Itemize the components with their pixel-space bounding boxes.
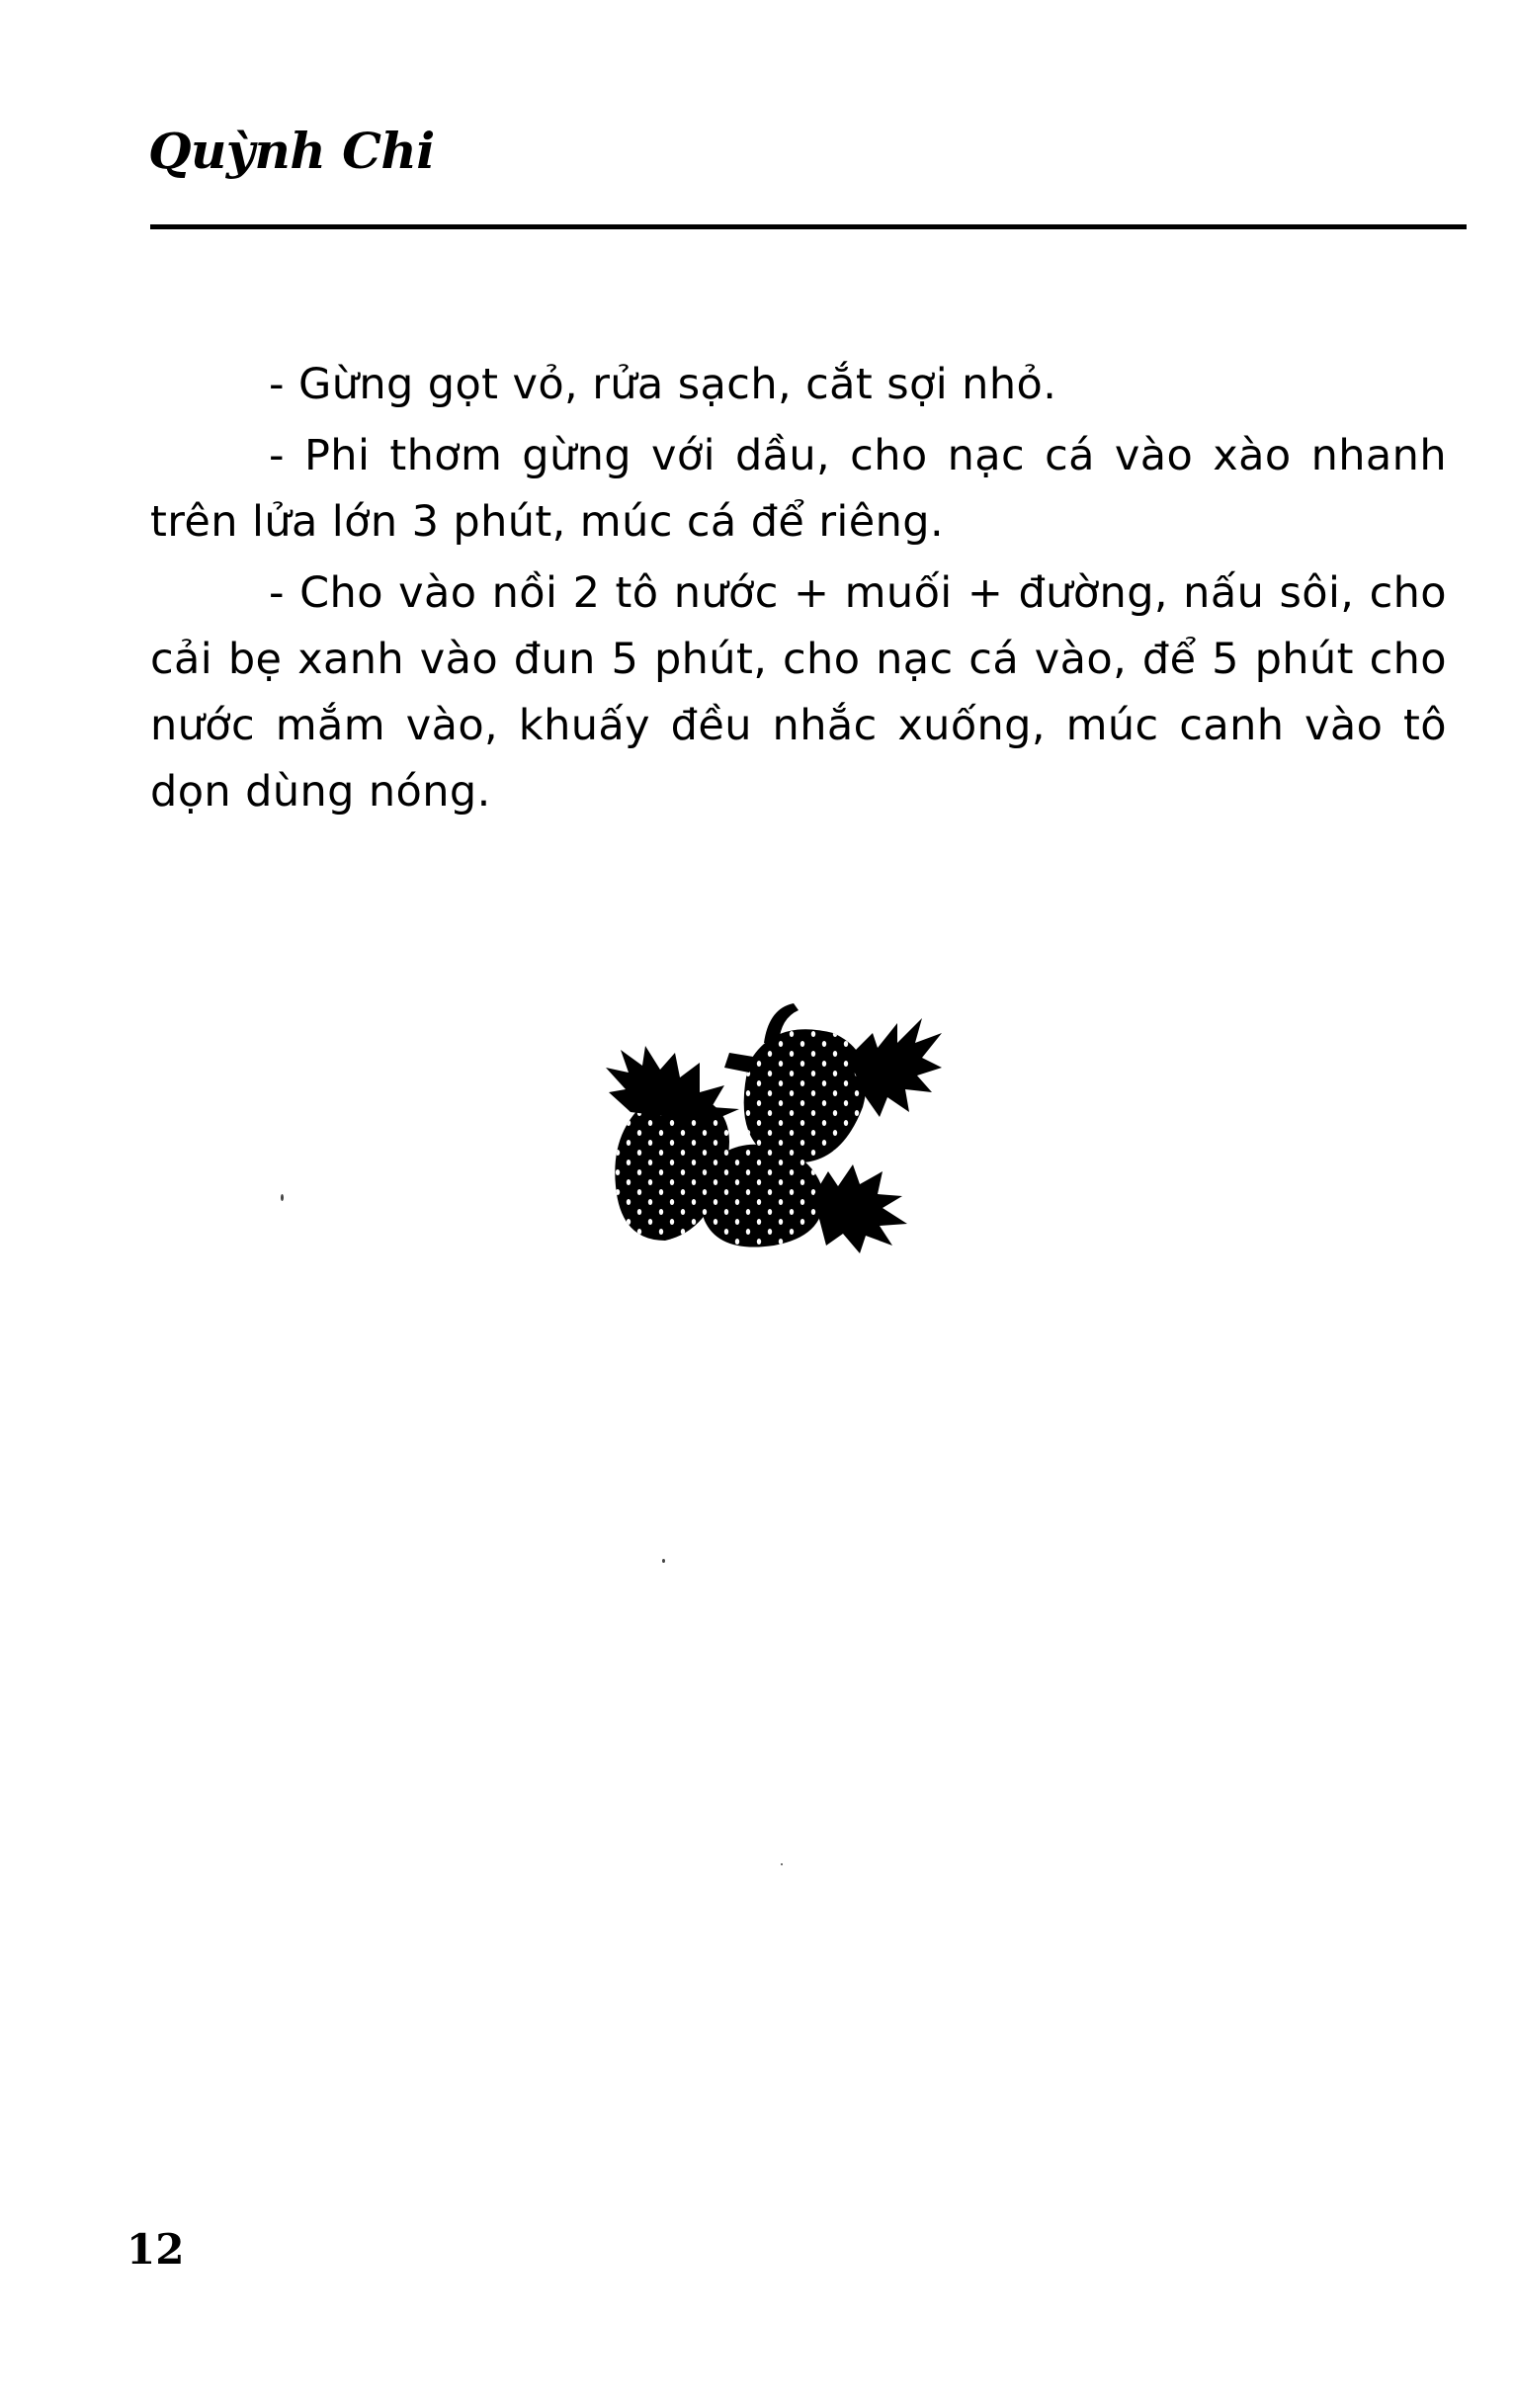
paragraph-saute-fish: - Phi thơm gừng với dầu, cho nạc cá vào xào nhanh trên lửa lớn 3 phút, múc cá để riêng.	[150, 431, 1447, 547]
paragraph-cook-soup: - Cho vào nồi 2 tô nước + muối + đường, nấu sôi, cho cải bẹ xanh vào đun 5 phút, cho nạc cá vào, để 5 phút cho nước mắm vào, khuấy đều nhắc xuống, múc canh vào tô dọn dùng nóng.	[150, 568, 1447, 817]
strawberry-bottom	[700, 1145, 907, 1253]
paragraph-ginger: - Gừng gọt vỏ, rửa sạch, cắt sợi nhỏ.	[269, 360, 1057, 409]
print-speck	[662, 1559, 665, 1563]
body-text	[150, 352, 1447, 830]
header-rule	[150, 224, 1467, 229]
page-number: 12	[126, 2225, 185, 2274]
print-speck	[281, 1194, 284, 1201]
print-speck	[781, 1863, 783, 1865]
strawberry-top	[724, 1003, 942, 1162]
strawberries-illustration	[601, 998, 957, 1265]
running-title: Quỳnh Chi	[148, 122, 435, 180]
